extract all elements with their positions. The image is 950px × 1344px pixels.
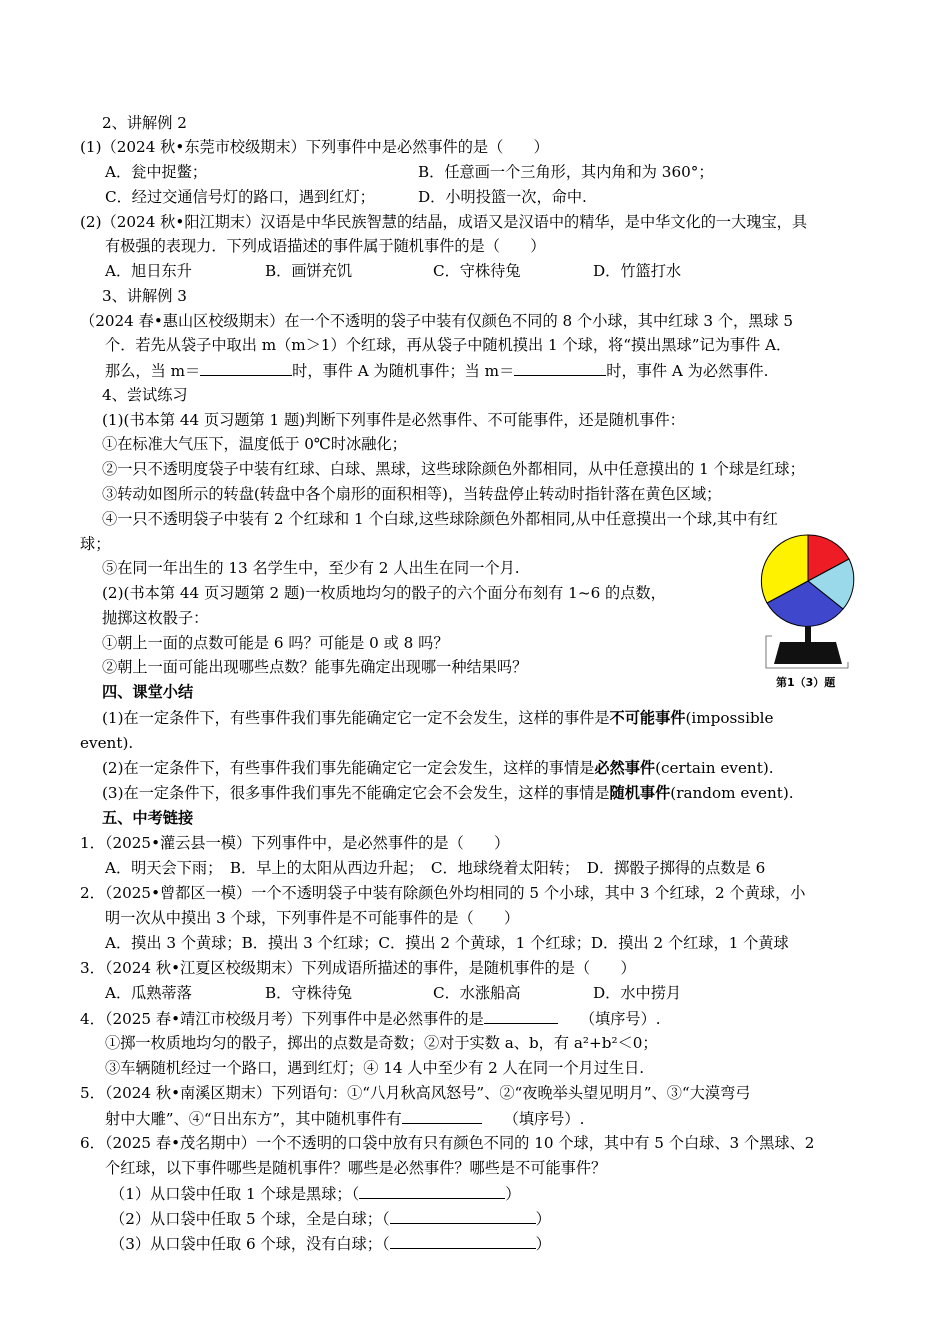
section-heading-example-3: 3、讲解例 3 <box>102 287 187 305</box>
summary-item: event). <box>80 734 134 752</box>
question-stem: 1．（2025•灌云县一模）下列事件中，是必然事件的是（ ） <box>80 834 510 852</box>
text: (3)在一定条件下，很多事件我们事先不能确定它会不会发生，这样的事情是 <box>102 784 610 802</box>
question-stem: 2．（2025•曾都区一模）一个不透明袋子中装有除颜色外均相同的 5 个小球，其中 3 个红球，2 个黄球，小 <box>80 884 806 902</box>
figure-caption: 第1（3）题 <box>776 676 836 689</box>
question-stem: (2)（2024 秋•阳江期末）汉语是中华民族智慧的结晶，成语又是汉语中的精华，是中华文化的一大瑰宝，具 <box>80 213 808 231</box>
question-stem: 有极强的表现力．下列成语描述的事件属于随机事件的是（ ） <box>105 237 546 255</box>
exercise-stem: (2)(书本第 44 页习题第 2 题)一枚质地均匀的骰子的六个面分布刻有 1~6 的点数， <box>102 584 666 602</box>
options-line: A．摸出 3 个黄球；B．摸出 3 个红球；C．摸出 2 个黄球，1 个红球；D．摸出 2 个红球，1 个黄球 <box>105 934 789 952</box>
key-term: 必然事件 <box>594 759 656 777</box>
text: 射中大雕”、④“日出东方”，其中随机事件有 <box>105 1110 402 1128</box>
answer-blank[interactable] <box>390 1208 536 1224</box>
option: B．守株待兔 <box>265 984 353 1002</box>
answer-blank[interactable] <box>484 1008 558 1024</box>
sub-question <box>110 1233 551 1254</box>
text: 时，事件 A 为必然事件. <box>606 362 769 380</box>
text: 时，事件 A 为随机事件；当 m＝ <box>292 362 515 380</box>
exercise-item: ②一只不透明度袋子中装有红球、白球、黑球，这些球除颜色外都相同，从中任意摸出的 1 个球是红球； <box>102 460 805 478</box>
text: 那么，当 m＝ <box>105 362 201 380</box>
exercise-stem: (1)(书本第 44 页习题第 1 题)判断下列事件是必然事件、不可能事件，还是随机事件： <box>102 411 685 429</box>
option: C．守株待兔 <box>433 262 521 280</box>
answer-blank[interactable] <box>402 1108 482 1124</box>
sub-question <box>110 1183 520 1204</box>
option: C．经过交通信号灯的路口，遇到红灯； <box>105 188 375 206</box>
statement-line: ③车辆随机经过一个路口，遇到红灯；④ 14 人中至少有 2 人在同一个月过生日. <box>105 1059 645 1077</box>
text: (impossible <box>685 709 774 727</box>
summary-item <box>102 758 774 778</box>
exercise-item: 球； <box>80 535 111 553</box>
exercise-item: ⑤在同一年出生的 13 名学生中，至少有 2 人出生在同一个月. <box>102 559 520 577</box>
fill-in-line <box>105 360 768 381</box>
summary-item <box>102 783 794 803</box>
question-stem: 5．（2024 秋•南溪区期末）下列语句：①“八月秋高风怒号”、②“夜晚举头望见明月”、③“大漠弯弓 <box>80 1084 751 1102</box>
answer-blank[interactable] <box>359 1183 505 1199</box>
question-stem: (1)（2024 秋•东莞市校级期末）下列事件中是必然事件的是（ ） <box>80 138 549 156</box>
section-heading-practice: 4、尝试练习 <box>102 386 188 404</box>
text: (certain event). <box>655 759 774 777</box>
exercise-item: ③转动如图所示的转盘(转盘中各个扇形的面积相等)，当转盘停止转动时指针落在黄色区域； <box>102 485 722 503</box>
option: B．画饼充饥 <box>265 262 353 280</box>
spinner-base <box>774 642 842 664</box>
section-heading-summary: 四、课堂小结 <box>102 683 194 701</box>
exercise-item: ①朝上一面的点数可能是 6 吗？可能是 0 或 8 吗？ <box>102 634 449 652</box>
section-heading-example-2: 2、讲解例 2 <box>102 114 187 132</box>
option: A．瓮中捉鳖； <box>105 163 208 181</box>
spinner-stand <box>805 626 811 642</box>
question-stem: 明一次从中摸出 3 个球，下列事件是不可能事件的是（ ） <box>105 909 520 927</box>
key-term: 不可能事件 <box>609 709 686 727</box>
exercise-item: ④一只不透明袋子中装有 2 个红球和 1 个白球,这些球除颜色外都相同,从中任意摸出一个球,其中有红 <box>102 510 778 528</box>
text: ） <box>535 1235 551 1253</box>
exercise-item: ①在标准大气压下，温度低于 0℃时冰融化； <box>102 435 407 453</box>
sub-question <box>110 1208 551 1229</box>
option: B．任意画一个三角形，其内角和为 360°； <box>418 163 714 181</box>
text: （1）从口袋中任取 1 个球是黑球；（ <box>110 1185 360 1203</box>
text: 4．（2025 春•靖江市校级月考）下列事件中是必然事件的是 <box>80 1010 484 1028</box>
options-line: A．明天会下雨； B．早上的太阳从西边升起； C．地球绕着太阳转； D．掷骰子掷得的点数是 6 <box>105 859 766 877</box>
text: （填序号）. <box>503 1110 585 1128</box>
question-stem: （2024 春•惠山区校级期末）在一个不透明的袋子中装有仅颜色不同的 8 个小球，其中红球 3 个，黑球 5 <box>80 312 794 330</box>
exercise-item: ②朝上一面可能出现哪些点数？能事先确定出现哪一种结果吗？ <box>102 658 528 676</box>
text: （2）从口袋中任取 5 个球，全是白球；（ <box>110 1210 390 1228</box>
question-stem <box>80 1008 661 1029</box>
question-stem: 个．若先从袋子中取出 m（m＞1）个红球，再从袋子中随机摸出 1 个球，将“摸出黑球”记为事件 A． <box>105 336 792 354</box>
option: D．水中捞月 <box>593 984 682 1002</box>
question-stem: 个红球，以下事件哪些是随机事件？哪些是必然事件？哪些是不可能事件？ <box>105 1159 607 1177</box>
text: ） <box>535 1210 551 1228</box>
answer-blank[interactable] <box>200 360 292 376</box>
text: (2)在一定条件下，有些事件我们事先能确定它一定会发生，这样的事情是 <box>102 759 595 777</box>
option: C．水涨船高 <box>433 984 521 1002</box>
text: (1)在一定条件下，有些事件我们事先能确定它一定不会发生，这样的事件是 <box>102 709 610 727</box>
summary-item <box>102 708 774 728</box>
option: D．小明投篮一次，命中. <box>418 188 587 206</box>
question-stem <box>105 1108 584 1129</box>
statement-line: ①掷一枚质地均匀的骰子，掷出的点数是奇数；②对于实数 a、b，有 a²+b²＜0； <box>105 1034 658 1052</box>
text: （3）从口袋中任取 6 个球，没有白球；（ <box>110 1235 390 1253</box>
section-heading-exam-links: 五、中考链接 <box>102 809 194 827</box>
answer-blank[interactable] <box>390 1233 536 1249</box>
option: A．旭日东升 <box>105 262 192 280</box>
answer-blank[interactable] <box>514 360 606 376</box>
question-stem: 6．（2025 春•茂名期中）一个不透明的口袋中放有只有颜色不同的 10 个球，其中有 5 个白球、3 个黑球、2 <box>80 1134 815 1152</box>
option: A．瓜熟蒂落 <box>105 984 192 1002</box>
question-stem: 3．（2024 秋•江夏区校级期末）下列成语所描述的事件，是随机事件的是（ ） <box>80 959 636 977</box>
key-term: 随机事件 <box>609 784 671 802</box>
spinner-figure <box>758 532 858 684</box>
text: ） <box>505 1185 521 1203</box>
exercise-stem: 抛掷这枚骰子： <box>102 609 209 627</box>
option: D．竹篮打水 <box>593 262 682 280</box>
text: （填序号）. <box>579 1010 661 1028</box>
text: (random event). <box>670 784 794 802</box>
